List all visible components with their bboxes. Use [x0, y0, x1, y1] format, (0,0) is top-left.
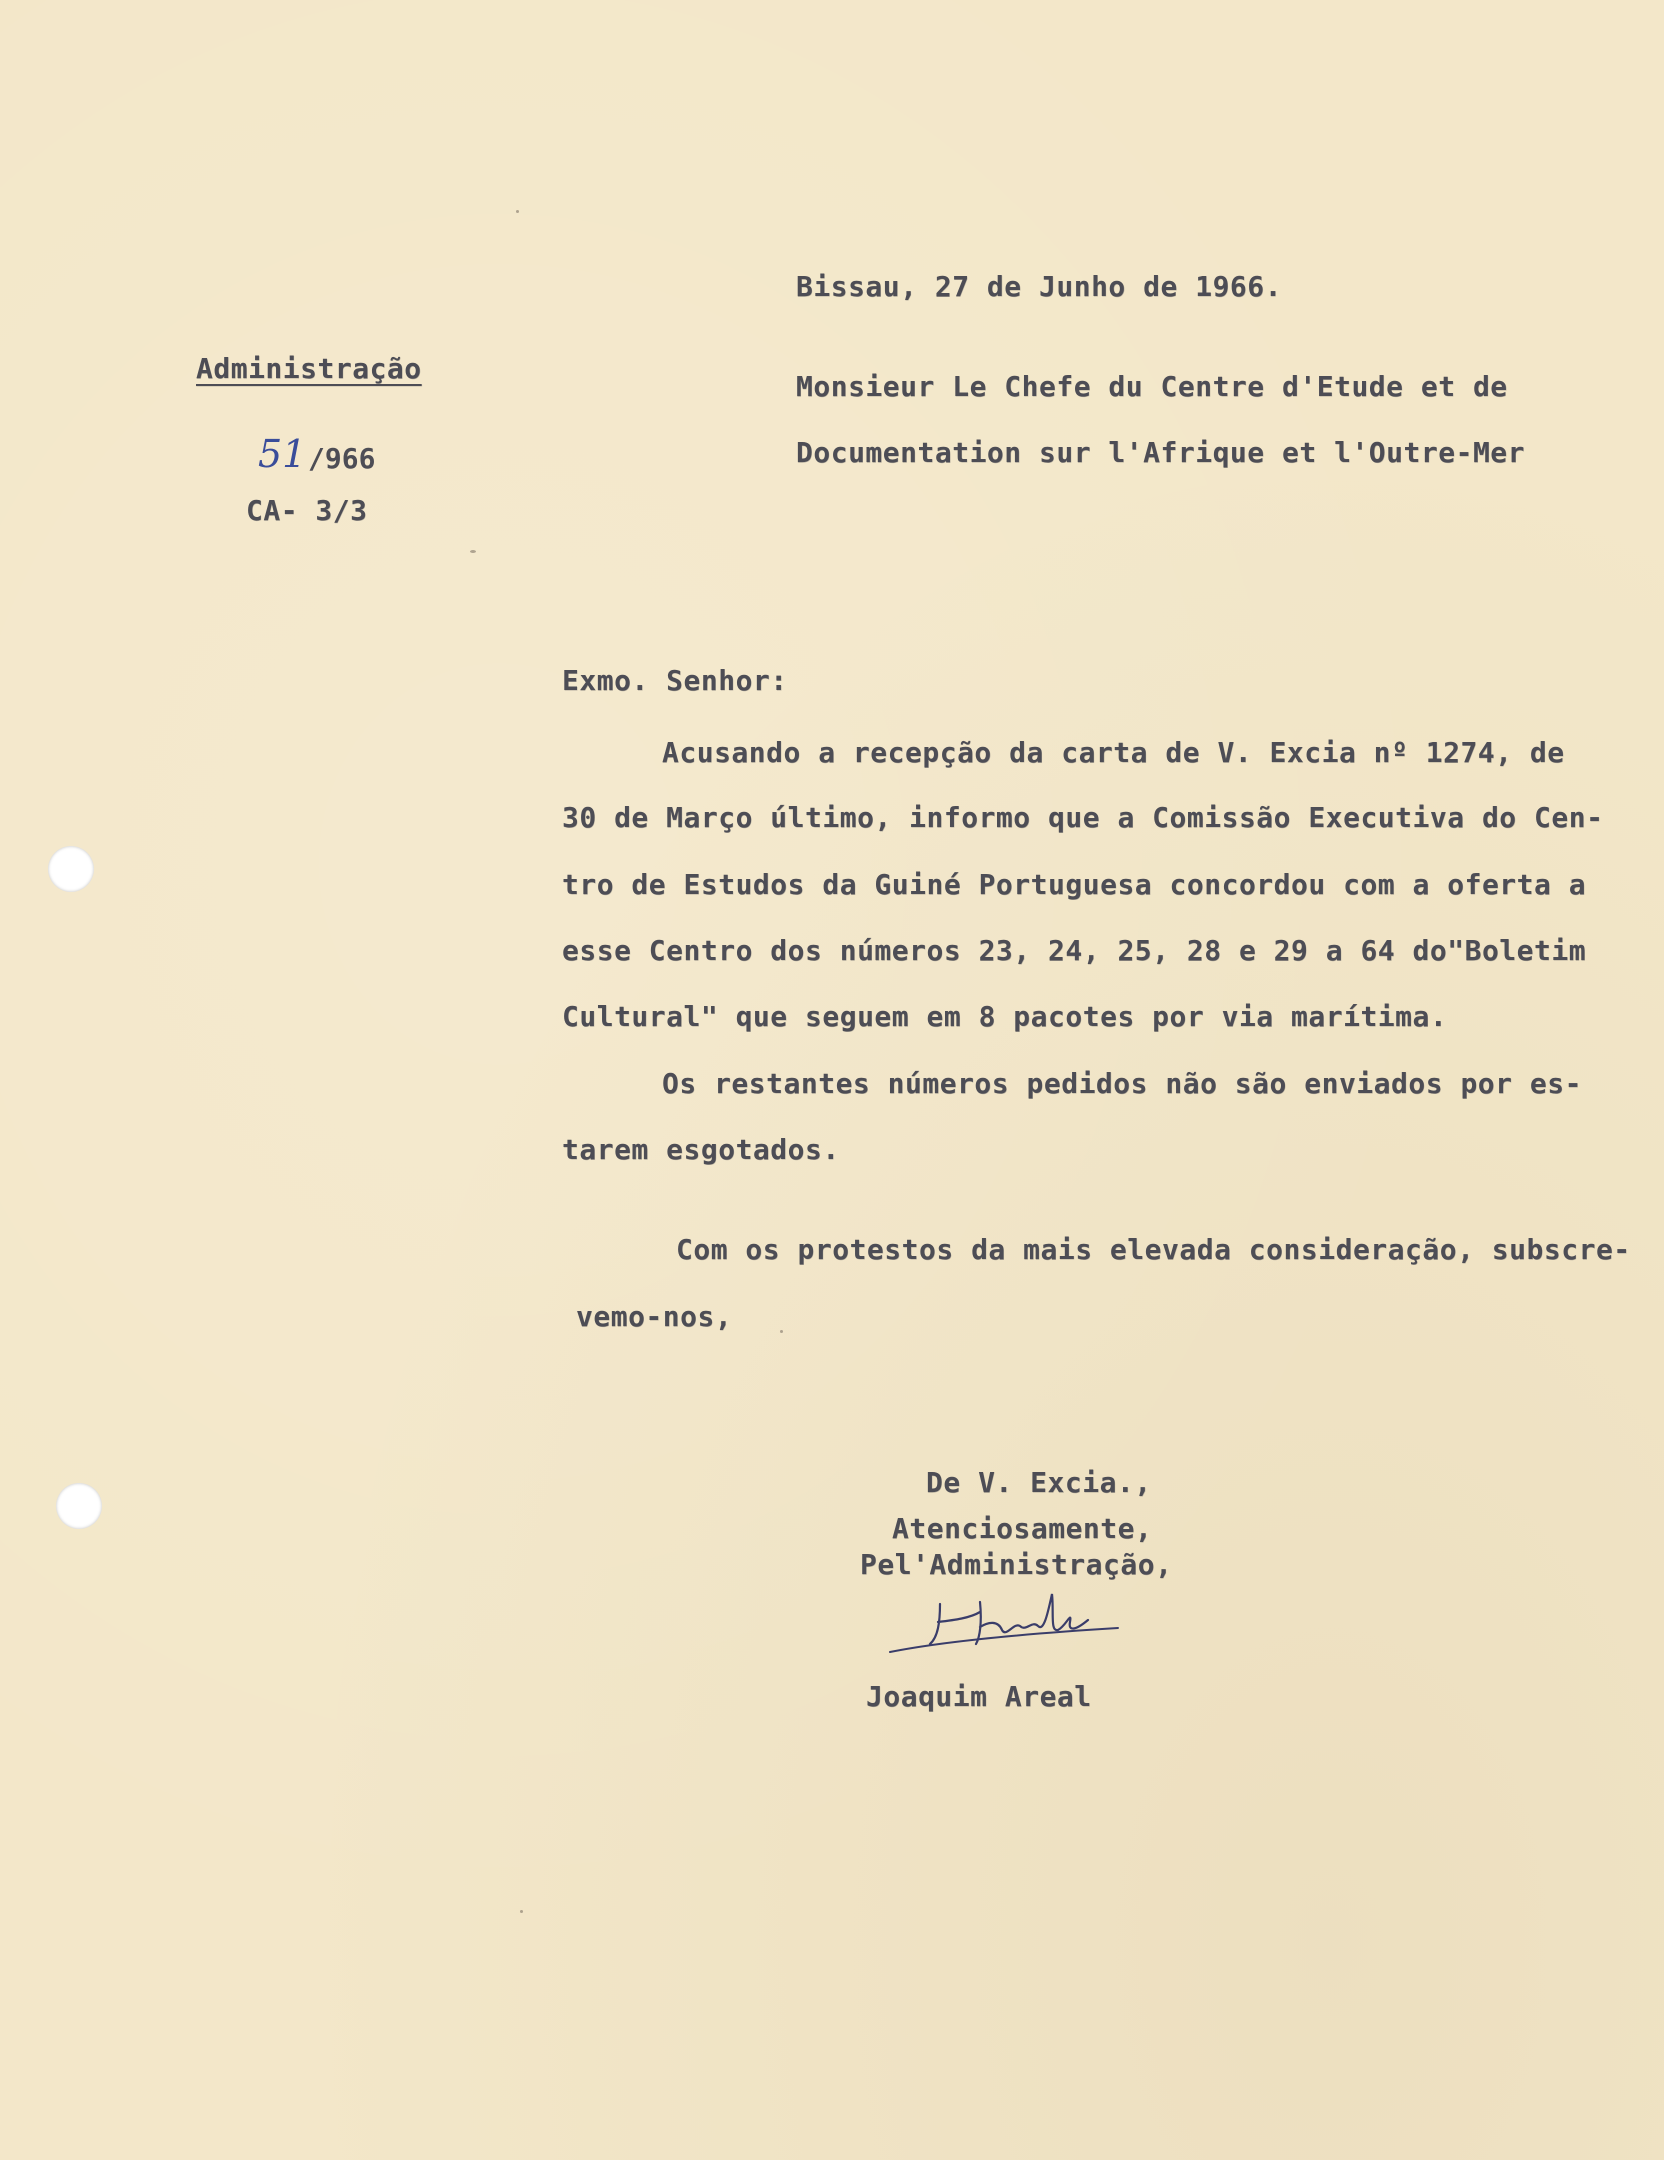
body-line: 30 de Março último, informo que a Comissão Executiva do Cen-: [562, 801, 1604, 834]
salutation: Exmo. Senhor:: [562, 664, 788, 697]
file-code: CA- 3/3: [246, 494, 368, 527]
punch-hole-bottom: [56, 1483, 102, 1529]
reference-year: /966: [308, 442, 376, 475]
recipient-line-2: Documentation sur l'Afrique et l'Outre-Mer: [796, 436, 1526, 469]
reference-number-handwritten: 51: [258, 432, 307, 476]
handwritten-signature: [880, 1582, 1130, 1662]
recipient-line-1: Monsieur Le Chefe du Centre d'Etude et de: [796, 370, 1508, 403]
signatory-name: Joaquim Areal: [866, 1680, 1092, 1713]
date-line: Bissau, 27 de Junho de 1966.: [796, 270, 1283, 303]
closing-line-3: Pel'Administração,: [860, 1548, 1173, 1581]
paper-speck: [520, 1910, 523, 1913]
sender-department: Administração: [196, 352, 422, 385]
body-line: Com os protestos da mais elevada consideração, subscre-: [676, 1233, 1631, 1266]
closing-line-1: De V. Excia.,: [926, 1466, 1152, 1499]
paper-speck: [470, 550, 476, 553]
paper-speck: [516, 210, 519, 213]
paper-speck: [780, 1330, 783, 1333]
body-line: Cultural" que seguem em 8 pacotes por via marítima.: [562, 1000, 1448, 1033]
punch-hole-top: [48, 846, 94, 892]
body-line: tarem esgotados.: [562, 1133, 840, 1166]
body-line: Os restantes números pedidos não são enviados por es-: [662, 1067, 1582, 1100]
body-line: vemo-nos,: [576, 1300, 733, 1333]
closing-line-2: Atenciosamente,: [892, 1512, 1153, 1545]
reference-number: [258, 432, 398, 482]
body-line: tro de Estudos da Guiné Portuguesa concordou com a oferta a: [562, 868, 1587, 901]
body-line: esse Centro dos números 23, 24, 25, 28 e 29 a 64 do"Boletim: [562, 934, 1587, 967]
body-line: Acusando a recepção da carta de V. Excia nº 1274, de: [662, 736, 1565, 769]
